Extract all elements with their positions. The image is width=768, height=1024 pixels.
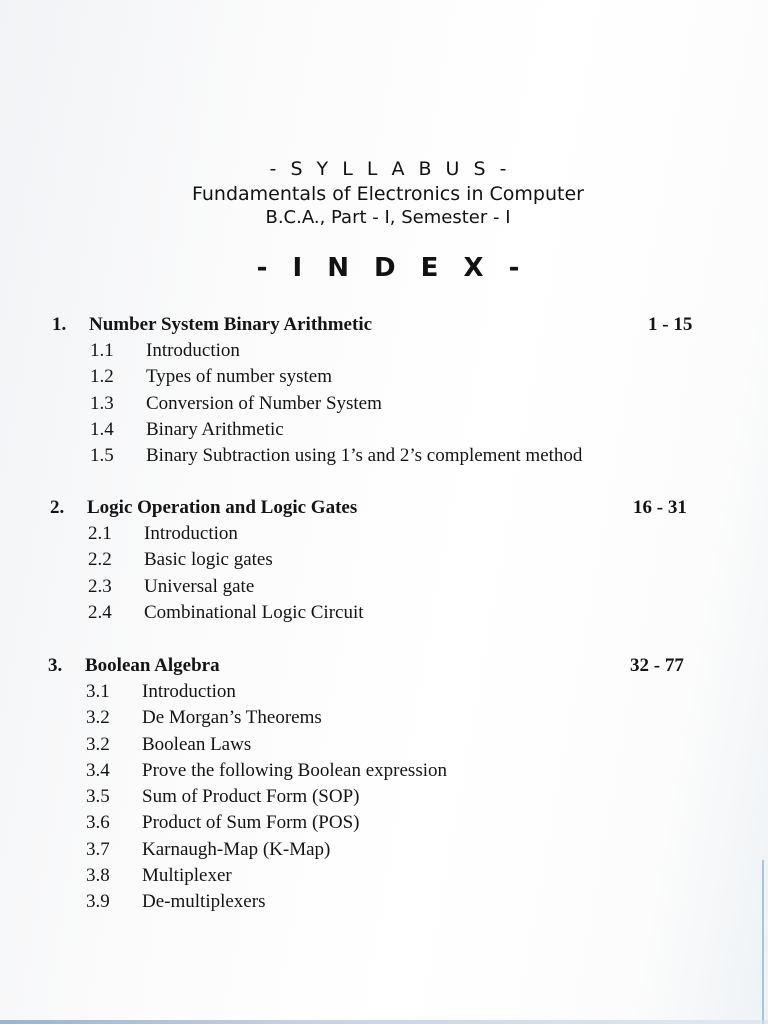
topic-text: Universal gate (144, 575, 255, 597)
topic-text: Binary Arithmetic (146, 418, 284, 440)
chapter-title: Boolean Algebra (85, 655, 220, 676)
topic-text: Boolean Laws (142, 733, 252, 755)
topic-text: Karnaugh-Map (K-Map) (142, 838, 331, 860)
chapter-number: 3. (48, 655, 63, 676)
topic-number: 1.2 (90, 366, 114, 388)
topic-text: Conversion of Number System (146, 392, 382, 414)
index-heading: - I N D E X - (256, 253, 528, 283)
chapter-pages: 16 - 31 (633, 497, 687, 518)
topic-text: Introduction (146, 340, 240, 361)
topic-text: Introduction (144, 523, 238, 544)
topic-number: 2.2 (88, 549, 112, 571)
topic-item (48, 760, 708, 786)
topic-number: 3.5 (86, 786, 110, 808)
topic-item (48, 707, 708, 733)
chapter-number: 2. (50, 497, 65, 518)
topic-item (48, 734, 708, 760)
course-info: B.C.A., Part - I, Semester - I (265, 207, 511, 228)
topic-text: Introduction (142, 681, 236, 702)
subject-title: Fundamentals of Electronics in Computer (192, 183, 584, 205)
chapter-2 (50, 497, 710, 628)
topic-item (48, 891, 708, 917)
topic-number: 3.6 (86, 812, 110, 834)
topic-text: Basic logic gates (144, 549, 273, 571)
topic-item (50, 523, 710, 549)
topic-text: Multiplexer (142, 865, 232, 887)
topic-text: Product of Sum Form (POS) (142, 812, 360, 834)
topic-item (50, 602, 710, 628)
topic-item (52, 393, 712, 419)
topic-item (48, 839, 708, 865)
topic-number: 3.7 (86, 838, 110, 860)
chapter-number: 1. (52, 314, 67, 335)
topic-number: 1.1 (90, 340, 114, 361)
chapter-pages: 32 - 77 (630, 655, 684, 676)
chapter-1 (52, 314, 712, 471)
topic-text: Prove the following Boolean expression (142, 759, 448, 781)
topic-number: 1.5 (90, 445, 114, 467)
topic-number: 3.4 (86, 759, 110, 781)
topic-item (48, 681, 708, 707)
topic-number: 2.4 (88, 601, 112, 623)
topic-number: 2.3 (88, 575, 112, 597)
syllabus-heading: - S Y L L A B U S - (269, 158, 511, 180)
topic-text: Types of number system (146, 366, 333, 388)
paper-bottom-edge (0, 1020, 768, 1024)
topic-number: 2.1 (88, 523, 112, 544)
topic-item (48, 865, 708, 891)
topic-number: 1.3 (90, 392, 114, 414)
topic-item (50, 576, 710, 602)
topic-text: Binary Subtraction using 1’s and 2’s complement method (146, 445, 583, 467)
topic-item (50, 549, 710, 575)
chapter-pages: 1 - 15 (648, 314, 693, 335)
topic-number: 3.8 (86, 865, 110, 887)
chapter-heading (48, 655, 708, 681)
topic-item (52, 366, 712, 392)
chapter-heading (50, 497, 710, 523)
topic-number: 3.9 (86, 891, 110, 913)
topic-text: Combinational Logic Circuit (144, 601, 364, 623)
topic-text: De-multiplexers (142, 891, 266, 913)
topic-number: 1.4 (90, 418, 114, 440)
topic-number: 3.2 (86, 733, 110, 755)
topic-item (52, 445, 712, 471)
topic-text: Sum of Product Form (SOP) (142, 786, 360, 808)
chapter-heading (52, 314, 712, 340)
chapter-3 (48, 655, 708, 918)
topic-number: 3.2 (86, 707, 110, 729)
topic-item (48, 786, 708, 812)
paper-edge-shadow (762, 860, 764, 1024)
chapter-title: Logic Operation and Logic Gates (87, 497, 358, 518)
topic-text: De Morgan’s Theorems (142, 707, 322, 729)
chapter-title: Number System Binary Arithmetic (89, 314, 373, 335)
topic-item (48, 812, 708, 838)
topic-item (52, 340, 712, 366)
topic-number: 3.1 (86, 681, 110, 702)
topic-item (52, 419, 712, 445)
